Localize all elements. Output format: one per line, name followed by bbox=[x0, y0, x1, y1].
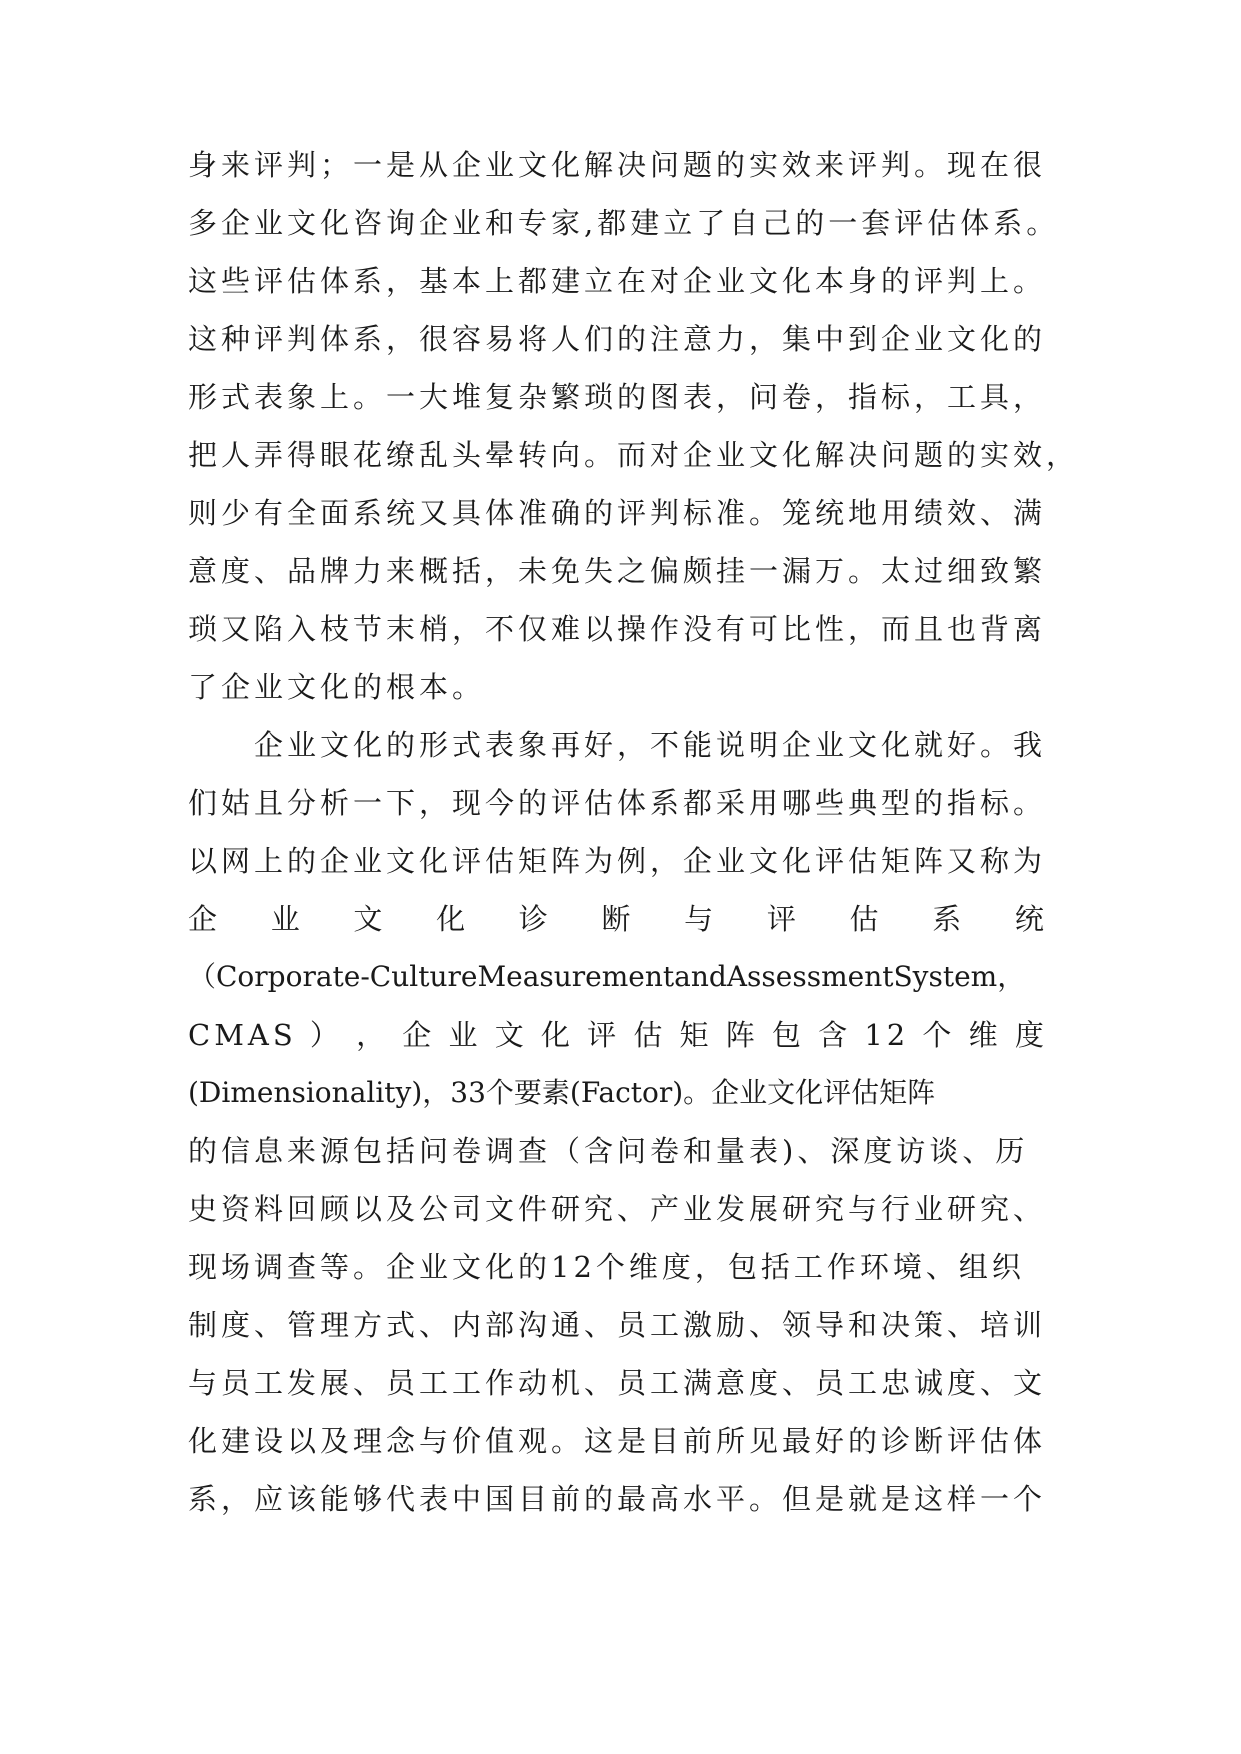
text-line: 琐又陷入枝节末梢，不仅难以操作没有可比性，而且也背离 bbox=[188, 612, 1047, 646]
spaced-char: 包 bbox=[771, 1018, 805, 1052]
spaced-char: ， bbox=[356, 1018, 390, 1052]
spaced-char: 度 bbox=[1014, 1018, 1048, 1052]
spaced-char: 企 bbox=[188, 902, 222, 936]
text-line: 现场调查等。企业文化的12个维度，包括工作环境、组织 bbox=[188, 1250, 1025, 1284]
text-line: 把人弄得眼花缭乱头晕转向。而对企业文化解决问题的实效， bbox=[188, 438, 1080, 472]
text-line: 则少有全面系统又具体准确的评判标准。笼统地用绩效、满 bbox=[188, 496, 1047, 530]
spaced-char: 断 bbox=[601, 902, 635, 936]
body-text bbox=[188, 136, 1080, 1528]
spaced-char: 化 bbox=[540, 1018, 574, 1052]
text-line: 了企业文化的根本。 bbox=[188, 670, 486, 704]
spaced-char: 12 bbox=[864, 1018, 910, 1052]
spaced-char: 文 bbox=[353, 902, 387, 936]
text-line: 们姑且分析一下，现今的评估体系都采用哪些典型的指标。 bbox=[188, 786, 1047, 820]
spaced-char: 化 bbox=[436, 902, 470, 936]
spaced-char: 个 bbox=[922, 1018, 956, 1052]
spaced-char: 业 bbox=[270, 902, 304, 936]
spaced-char: 文 bbox=[494, 1018, 528, 1052]
spaced-char: 评 bbox=[766, 902, 800, 936]
text-line: 以网上的企业文化评估矩阵为例，企业文化评估矩阵又称为 bbox=[188, 844, 1047, 878]
spaced-char: 诊 bbox=[518, 902, 552, 936]
text-line: 史资料回顾以及公司文件研究、产业发展研究与行业研究、 bbox=[188, 1192, 1047, 1226]
spaced-char: ） bbox=[309, 1018, 343, 1052]
text-line: 意度、品牌力来概括，未免失之偏颇挂一漏万。太过细致繁 bbox=[188, 554, 1047, 588]
paragraph-start-line: 企业文化的形式表象再好，不能说明企业文化就好。我 bbox=[254, 728, 1047, 762]
text-line: 系，应该能够代表中国目前的最高水平。但是就是这样一个 bbox=[188, 1482, 1047, 1516]
spaced-char: 与 bbox=[684, 902, 718, 936]
spaced-char: 估 bbox=[633, 1018, 667, 1052]
spaced-char: 系 bbox=[932, 902, 966, 936]
spaced-char: 阵 bbox=[725, 1018, 759, 1052]
spaced-text-line bbox=[188, 890, 1048, 948]
text-line: 形式表象上。一大堆复杂繁琐的图表，问卷，指标，工具， bbox=[188, 380, 1047, 414]
spaced-char: 估 bbox=[849, 902, 883, 936]
text-line: 这些评估体系，基本上都建立在对企业文化本身的评判上。 bbox=[188, 264, 1047, 298]
spaced-char: 业 bbox=[448, 1018, 482, 1052]
spaced-char: 评 bbox=[587, 1018, 621, 1052]
text-line: 身来评判；一是从企业文化解决问题的实效来评判。现在很 bbox=[188, 148, 1047, 182]
spaced-char: 维 bbox=[968, 1018, 1002, 1052]
text-line: (Dimensionality)，33个要素(Factor)。企业文化评估矩阵 bbox=[188, 1076, 936, 1109]
spaced-char: 含 bbox=[818, 1018, 852, 1052]
text-line: 这种评判体系，很容易将人们的注意力，集中到企业文化的 bbox=[188, 322, 1047, 356]
spaced-char: 统 bbox=[1014, 902, 1048, 936]
text-line: （Corporate-CultureMeasurementandAssessmentSystem， bbox=[188, 960, 1026, 993]
text-line: 多企业文化咨询企业和专家,都建立了自己的一套评估体系。 bbox=[188, 206, 1060, 240]
text-line: 的信息来源包括问卷调查（含问卷和量表)、深度访谈、历 bbox=[188, 1134, 1029, 1168]
spaced-char: CMAS bbox=[188, 1018, 297, 1052]
spaced-text-line bbox=[188, 1006, 1048, 1064]
text-line: 制度、管理方式、内部沟通、员工激励、领导和决策、培训 bbox=[188, 1308, 1047, 1342]
text-line: 化建设以及理念与价值观。这是目前所见最好的诊断评估体 bbox=[188, 1424, 1047, 1458]
spaced-char: 企 bbox=[402, 1018, 436, 1052]
spaced-char: 矩 bbox=[679, 1018, 713, 1052]
text-line: 与员工发展、员工工作动机、员工满意度、员工忠诚度、文 bbox=[188, 1366, 1047, 1400]
